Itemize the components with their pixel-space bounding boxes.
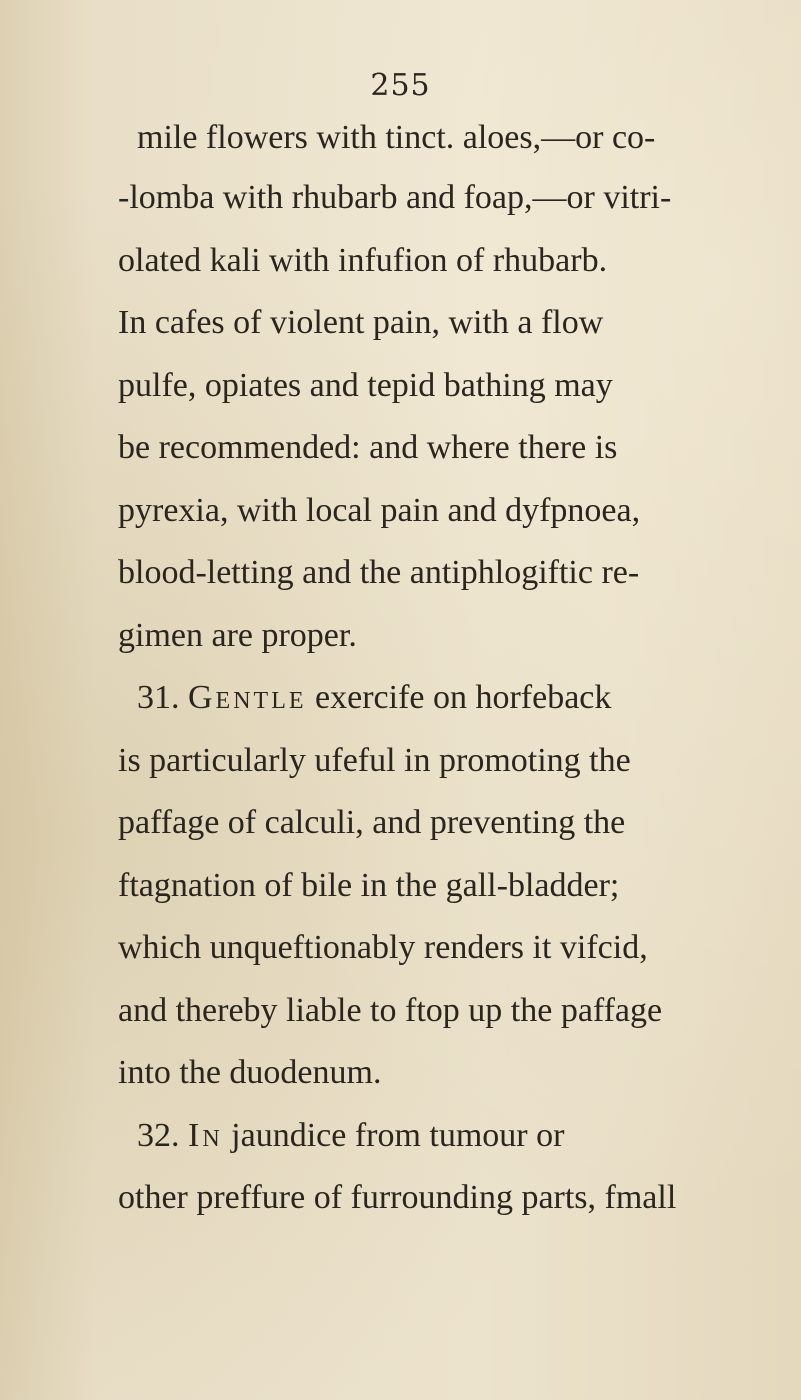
text-line: be recommended: and where there is (118, 429, 618, 466)
paragraph-32-first-line (137, 1116, 564, 1156)
text-line: into the duodenum. (118, 1054, 382, 1091)
text-line: and thereby liable to ftop up the paffage (118, 992, 663, 1029)
text-line: In cafes of violent pain, with a flow (118, 304, 604, 341)
paragraph-lead-word: Gentle (188, 679, 307, 716)
paragraph-text: jaundice from tumour or (231, 1117, 565, 1154)
text-line: olated kali with infufion of rhubarb. (118, 242, 608, 279)
text-line: blood-letting and the antiphlogiftic re- (118, 554, 640, 591)
paragraph-number: 32. (137, 1117, 180, 1154)
text-line: paffage of calculi, and preventing the (118, 804, 626, 841)
text-line: mile flowers with tinct. aloes,—or co- (137, 119, 656, 156)
text-line: pulfe, opiates and tepid bathing may (118, 367, 613, 404)
text-line: pyrexia, with local pain and dyfpnoea, (118, 492, 641, 529)
text-line: -lomba with rhubarb and foap,—or vitri- (118, 179, 672, 216)
text-line: other preffure of furrounding parts, fmall (118, 1179, 677, 1216)
paragraph-lead-word: In (188, 1117, 223, 1154)
text-line: gimen are proper. (118, 617, 357, 654)
paragraph-number: 31. (137, 679, 180, 716)
paragraph-31-first-line (137, 678, 611, 718)
paragraph-text: exercife on horfeback (315, 679, 612, 716)
page-number: 255 (370, 68, 431, 103)
text-line: is particularly ufeful in promoting the (118, 742, 631, 779)
text-line: ftagnation of bile in the gall-bladder; (118, 867, 620, 904)
text-line: which unqueftionably renders it vifcid, (118, 929, 648, 966)
